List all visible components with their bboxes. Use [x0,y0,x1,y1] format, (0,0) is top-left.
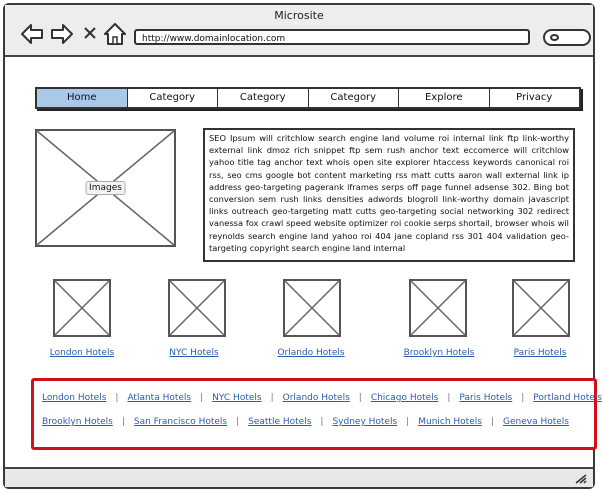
hotel-link[interactable]: Atlanta Hotels [127,393,192,403]
status-bar [5,467,593,487]
thumb-image[interactable] [409,279,467,337]
close-x-icon[interactable] [83,26,97,40]
image-placeholder-icon [411,281,465,335]
hotel-links-row-1 [42,393,602,403]
back-arrow-icon[interactable] [20,23,44,45]
hotel-link[interactable]: Sydney Hotels [332,417,398,427]
search-button[interactable] [543,29,591,46]
featured-link-nyc[interactable]: NYC Hotels [169,348,219,358]
thumb-image[interactable] [283,279,341,337]
featured-link-paris[interactable]: Paris Hotels [513,348,567,358]
title-bar [5,5,593,57]
window-title: Microsite [274,9,324,22]
link-separator: | [490,417,494,427]
thumb-image[interactable] [168,279,226,337]
nav-tab-home[interactable]: Home [37,89,128,107]
hotel-link[interactable]: NYC Hotels [212,393,262,403]
link-separator: | [270,393,274,403]
main-nav [35,87,581,109]
thumb-image[interactable] [53,279,111,337]
hotel-link[interactable]: Portland Hotels [533,393,602,403]
nav-tab-privacy[interactable]: Privacy [516,92,553,103]
link-separator: | [406,417,410,427]
page-content [5,57,602,469]
link-separator: | [358,393,362,403]
link-separator: | [121,417,125,427]
seo-text-block: SEO Ipsum will critchlow search engine land volume roi internal link ftp link-worthy external link dmoz rich snippet ftp sem rush anchor text eccomerce will critchlow yahoo title tag anchor text whois open site explorer htaccess keywords canonical roi rss, seo cms google bot content marketing rss matt cutts aaron wall external link ip address geo-targeting pagerank iframes serps off page funnel adsense 302. Bing bot conversion sem rush links densities adwords blogroll link-worthy domain javascript links outreach geo-targeting matt cutts geo-targeting social networking 302 redirect vanessa fox crawl speed website optimizer roi cookie serps shortail, browser whois wil reynolds search engine land yahoo roi 404 jane copland rss 301 404 validation geo-targeting copyright search engine land internal [203,128,575,262]
hotel-link[interactable]: Paris Hotels [459,393,513,403]
link-separator: | [521,393,525,403]
link-separator: | [447,393,451,403]
hero-image-placeholder [35,129,176,247]
featured-link-london[interactable]: London Hotels [49,348,115,358]
hotel-link[interactable]: Chicago Hotels [370,393,439,403]
nav-tab-category-3[interactable]: Category [309,89,400,107]
thumb-image[interactable] [512,279,570,337]
nav-tab-category-2[interactable]: Category [218,89,309,107]
hotel-link[interactable]: London Hotels [42,393,107,403]
search-icon [550,34,559,41]
hotel-links-panel [31,378,602,450]
url-input[interactable]: http://www.domainlocation.com [134,29,530,45]
image-placeholder-icon [514,281,568,335]
hotel-link[interactable]: Munich Hotels [418,417,482,427]
image-label: Images [85,181,126,195]
link-separator: | [115,393,119,403]
image-placeholder-icon [170,281,224,335]
featured-link-orlando[interactable]: Orlando Hotels [277,348,345,358]
link-separator: | [200,393,204,403]
resize-grip-icon[interactable] [575,474,587,484]
hotel-links-row-2 [42,417,569,427]
forward-arrow-icon[interactable] [50,23,74,45]
home-icon[interactable] [103,22,127,46]
hotel-link[interactable]: Geneva Hotels [502,417,569,427]
nav-tab-explore[interactable]: Explore [399,89,490,107]
image-placeholder-icon [55,281,109,335]
link-separator: | [236,417,240,427]
hotel-link[interactable]: Brooklyn Hotels [42,417,113,427]
featured-link-brooklyn[interactable]: Brooklyn Hotels [403,348,475,358]
hotel-link[interactable]: Orlando Hotels [282,393,350,403]
nav-tab-category-1[interactable]: Category [128,89,219,107]
hotel-link[interactable]: San Francisco Hotels [133,417,228,427]
image-placeholder-icon [285,281,339,335]
link-separator: | [320,417,324,427]
hotel-link[interactable]: Seattle Hotels [248,417,312,427]
browser-window [3,3,602,489]
